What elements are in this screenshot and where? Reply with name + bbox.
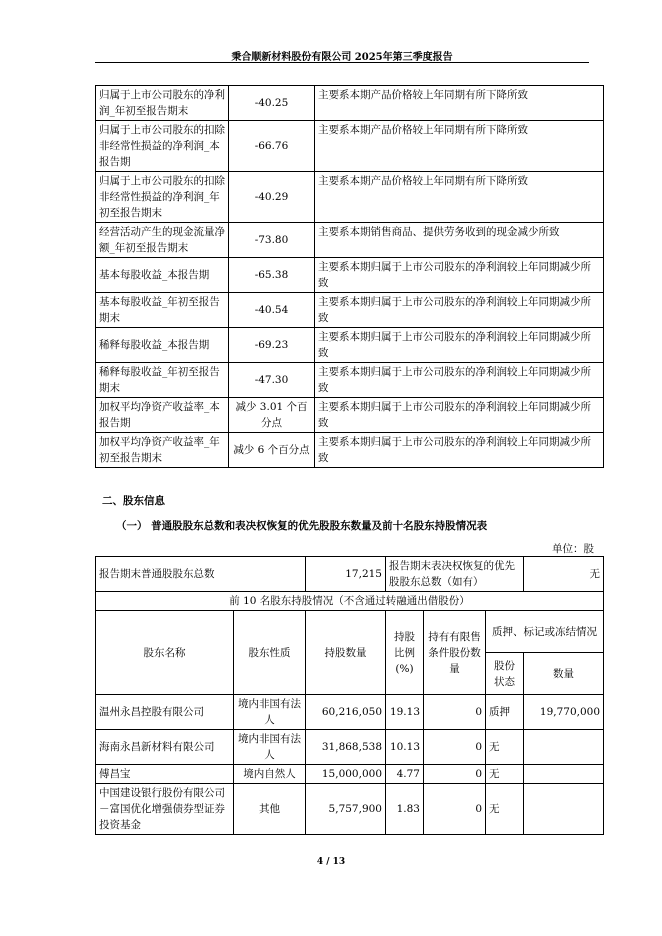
col-header-pledge-group: 质押、标记或冻结情况	[486, 611, 604, 653]
reason-change: -65.38	[229, 258, 315, 293]
reason-text: 主要系本期归属于上市公司股东的净利润较上年同期减少所致	[315, 433, 604, 468]
holder-pledge-qty: 19,770,000	[524, 695, 604, 730]
holder-shares: 5,757,900	[306, 784, 386, 835]
holder-nature: 境内自然人	[234, 765, 306, 784]
holder-restricted: 0	[424, 730, 486, 765]
holder-restricted: 0	[424, 784, 486, 835]
holder-name: 中国建设银行股份有限公司－富国优化增强债券型证券投资基金	[96, 784, 234, 835]
reason-item: 稀释每股收益_本报告期	[96, 328, 229, 363]
reason-item: 归属于上市公司股东的扣除非经常性损益的净利润_本报告期	[96, 121, 229, 172]
reason-change: 减少 6 个百分点	[229, 433, 315, 468]
reason-item: 加权平均净资产收益率_本报告期	[96, 398, 229, 433]
holder-pledge-qty	[524, 784, 604, 835]
change-reasons-table	[95, 85, 604, 468]
reason-text: 主要系本期产品价格较上年同期有所下降所致	[315, 86, 604, 121]
col-header-pledge-status: 股份状态	[486, 653, 524, 695]
top10-title: 前 10 名股东持股情况（不含通过转融通出借股份）	[96, 592, 604, 611]
header-row-1	[96, 611, 604, 653]
preferred-shareholders-value: 无	[524, 557, 604, 592]
reason-text: 主要系本期归属于上市公司股东的净利润较上年同期减少所致	[315, 398, 604, 433]
reason-change: 减少 3.01 个百分点	[229, 398, 315, 433]
shareholder-row	[96, 730, 604, 765]
holder-pledge-qty	[524, 730, 604, 765]
col-header-ratio: 持股比例(%)	[386, 611, 424, 695]
reason-row	[96, 86, 604, 121]
holder-pledge-status: 无	[486, 765, 524, 784]
common-shareholders-value: 17,215	[306, 557, 386, 592]
page-header: 秉合顺新材料股份有限公司 2025年第三季度报告	[231, 52, 453, 63]
reason-text: 主要系本期产品价格较上年同期有所下降所致	[315, 172, 604, 223]
reason-change: -40.54	[229, 293, 315, 328]
holder-nature: 其他	[234, 784, 306, 835]
holder-nature: 境内非国有法人	[234, 695, 306, 730]
holder-nature: 境内非国有法人	[234, 730, 306, 765]
reason-change: -47.30	[229, 363, 315, 398]
subsection-title-shareholder-count: （一） 普通股股东总数和表决权恢复的优先股股东数量及前十名股东持股情况表	[116, 520, 488, 532]
col-header-name: 股东名称	[96, 611, 234, 695]
col-header-nature: 股东性质	[234, 611, 306, 695]
holder-pledge-qty	[524, 765, 604, 784]
reason-row	[96, 258, 604, 293]
reason-row	[96, 121, 604, 172]
reason-item: 经营活动产生的现金流量净额_年初至报告期末	[96, 223, 229, 258]
shareholders-table	[95, 556, 604, 835]
col-header-restricted: 持有有限售条件股份数量	[424, 611, 486, 695]
reason-row	[96, 293, 604, 328]
reason-change: -66.76	[229, 121, 315, 172]
reason-row	[96, 398, 604, 433]
reason-item: 加权平均净资产收益率_年初至报告期末	[96, 433, 229, 468]
reason-text: 主要系本期产品价格较上年同期有所下降所致	[315, 121, 604, 172]
holder-pledge-status: 无	[486, 784, 524, 835]
section-title-shareholders: 二、股东信息	[102, 495, 165, 507]
reason-item: 归属于上市公司股东的扣除非经常性损益的净利润_年初至报告期末	[96, 172, 229, 223]
col-header-shares: 持股数量	[306, 611, 386, 695]
holder-pledge-status: 质押	[486, 695, 524, 730]
holder-pledge-status: 无	[486, 730, 524, 765]
holder-name: 傅昌宝	[96, 765, 234, 784]
reason-item: 基本每股收益_本报告期	[96, 258, 229, 293]
holder-name: 温州永昌控股有限公司	[96, 695, 234, 730]
col-header-pledge-qty: 数量	[524, 653, 604, 695]
shareholder-row	[96, 765, 604, 784]
reason-change: -40.29	[229, 172, 315, 223]
reason-text: 主要系本期归属于上市公司股东的净利润较上年同期减少所致	[315, 363, 604, 398]
reason-row	[96, 363, 604, 398]
reason-text: 主要系本期归属于上市公司股东的净利润较上年同期减少所致	[315, 328, 604, 363]
reason-text: 主要系本期归属于上市公司股东的净利润较上年同期减少所致	[315, 258, 604, 293]
reason-change: -40.25	[229, 86, 315, 121]
preferred-shareholders-label: 报告期末表决权恢复的优先股股东总数（如有）	[386, 557, 524, 592]
reason-text: 主要系本期归属于上市公司股东的净利润较上年同期减少所致	[315, 293, 604, 328]
reason-row	[96, 223, 604, 258]
reason-row	[96, 172, 604, 223]
holder-ratio: 1.83	[386, 784, 424, 835]
holder-name: 海南永昌新材料有限公司	[96, 730, 234, 765]
reason-item: 稀释每股收益_年初至报告期末	[96, 363, 229, 398]
reason-row	[96, 433, 604, 468]
holder-shares: 60,216,050	[306, 695, 386, 730]
holder-ratio: 10.13	[386, 730, 424, 765]
page-number: 4 / 13	[316, 857, 346, 867]
reason-item: 基本每股收益_年初至报告期末	[96, 293, 229, 328]
reason-change: -69.23	[229, 328, 315, 363]
reason-change: -73.80	[229, 223, 315, 258]
reason-text: 主要系本期销售商品、提供劳务收到的现金减少所致	[315, 223, 604, 258]
unit-label: 单位：股	[552, 543, 594, 555]
summary-row	[96, 557, 604, 592]
shareholder-row	[96, 695, 604, 730]
holder-ratio: 4.77	[386, 765, 424, 784]
shareholder-row	[96, 784, 604, 835]
reason-item: 归属于上市公司股东的净利润_年初至报告期末	[96, 86, 229, 121]
holder-restricted: 0	[424, 695, 486, 730]
holder-restricted: 0	[424, 765, 486, 784]
top10-title-row	[96, 592, 604, 611]
holder-ratio: 19.13	[386, 695, 424, 730]
reason-row	[96, 328, 604, 363]
holder-shares: 15,000,000	[306, 765, 386, 784]
header-rule	[95, 62, 589, 63]
common-shareholders-label: 报告期末普通股股东总数	[96, 557, 306, 592]
holder-shares: 31,868,538	[306, 730, 386, 765]
